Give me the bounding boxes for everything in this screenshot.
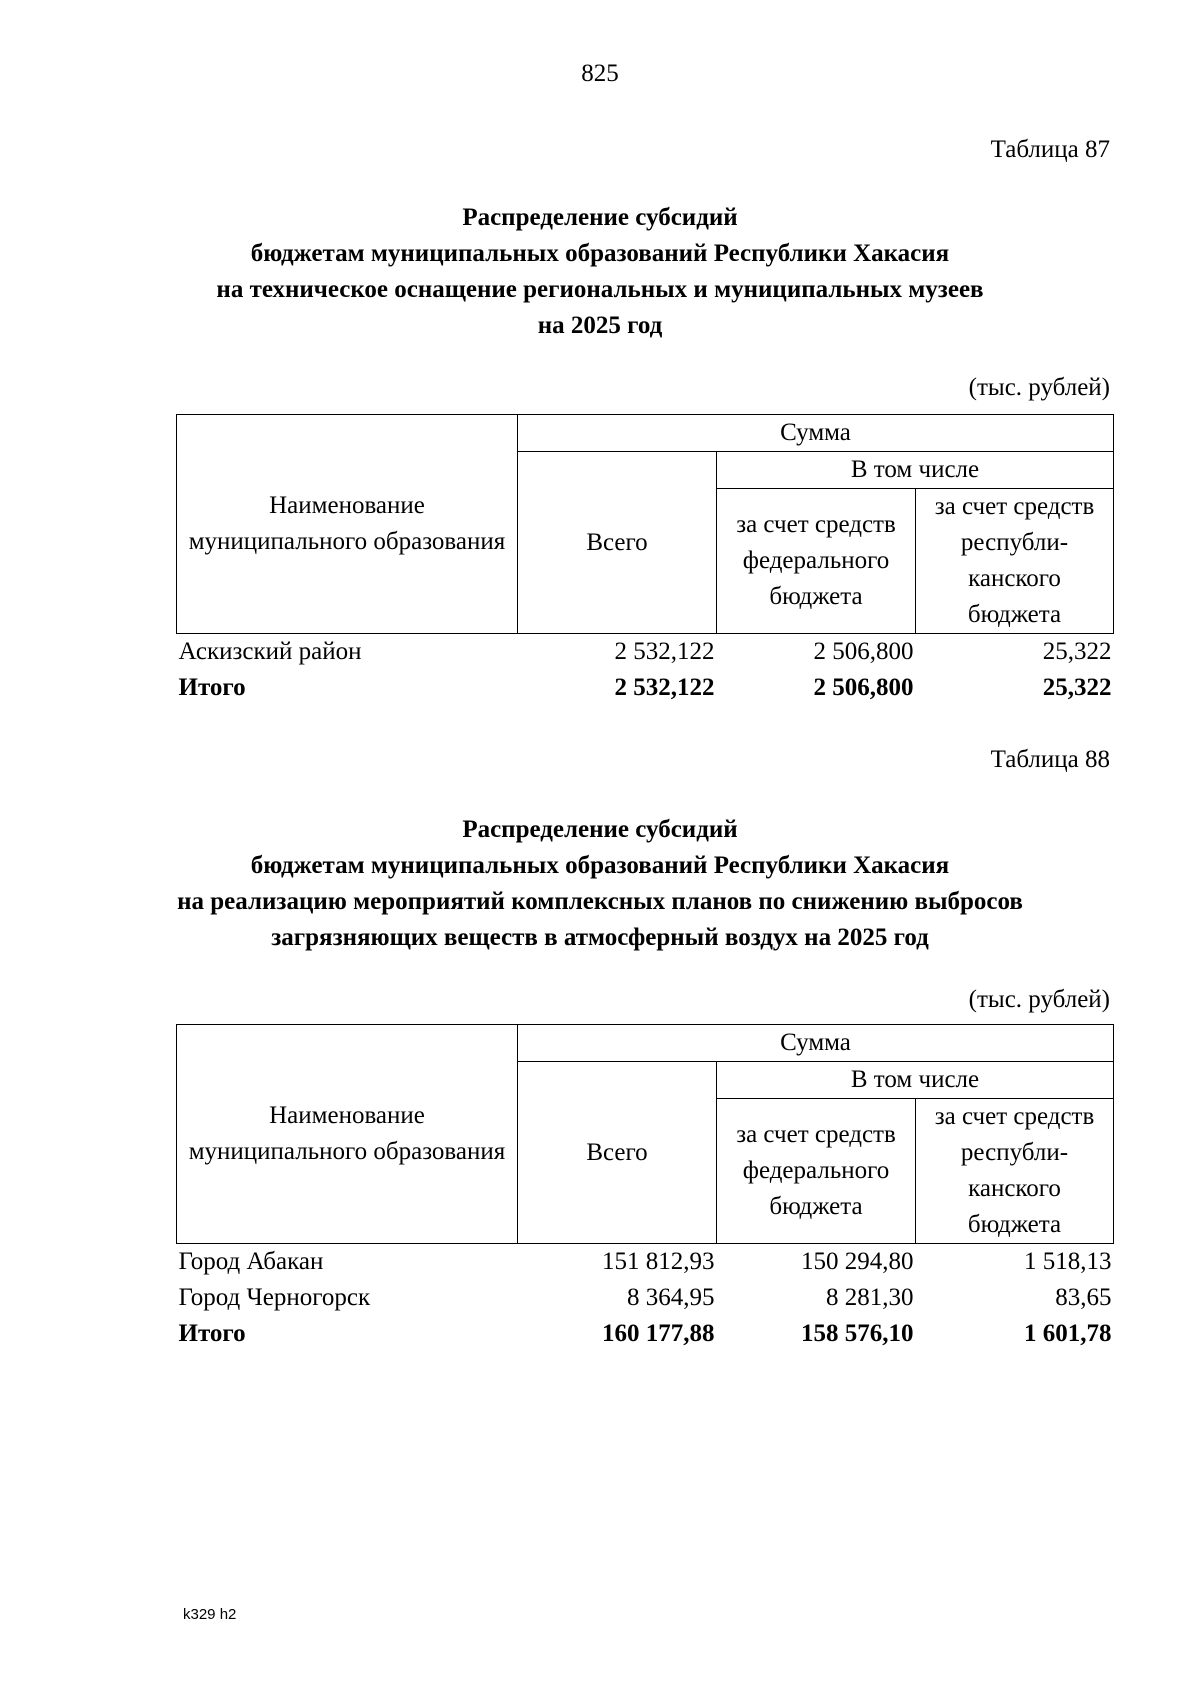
table-87 [176,414,1114,706]
table-87-title-line: на техническое оснащение региональных и муниципальных музеев [216,276,984,303]
table-88-title [100,812,1100,956]
table-88-label: Таблица 88 [990,746,1110,773]
cell-republic: 1 601,78 [1024,1320,1112,1347]
header-sum: Сумма [518,415,1114,452]
cell-name: Город Черногорск [178,1284,371,1311]
cell-republic: 25,322 [1042,638,1112,665]
cell-total: 2 532,122 [614,638,715,665]
table-88-title-line: бюджетам муниципальных образований Республики Хакасия [250,852,950,879]
header-municipality: Наименование муниципального образования [177,415,518,634]
cell-name: Итого [178,1320,246,1347]
cell-republic: 25,322 [1042,674,1112,701]
table-87-title [100,200,1100,344]
header-total: Всего [518,1062,717,1244]
table-88 [176,1024,1114,1352]
header-including: В том числе [717,1062,1114,1099]
total-row [177,670,1114,706]
cell-total: 2 532,122 [614,674,715,701]
cell-federal: 2 506,800 [813,638,914,665]
header-including: В том числе [717,452,1114,489]
cell-republic: 1 518,13 [1024,1248,1112,1275]
header-federal: за счет средств федерального бюджета [717,489,916,634]
cell-name: Итого [178,674,246,701]
table-88-title-line: Распределение субсидий [462,816,738,843]
cell-total: 8 364,95 [627,1284,715,1311]
cell-federal: 2 506,800 [813,674,914,701]
header-federal: за счет средств федерального бюджета [717,1099,916,1244]
header-total: Всего [518,452,717,634]
header-sum: Сумма [518,1025,1114,1062]
cell-name: Город Абакан [178,1248,324,1275]
table-87-title-line: Распределение субсидий [462,204,738,231]
cell-republic: 83,65 [1055,1284,1112,1311]
cell-federal: 158 576,10 [801,1320,914,1347]
cell-name: Аскизский район [178,638,362,665]
table-88-title-line: загрязняющих веществ в атмосферный воздух на 2025 год [271,924,929,951]
table-87-title-line: на 2025 год [537,312,663,339]
table-87-units: (тыс. рублей) [968,374,1110,401]
table-row [177,634,1114,671]
table-row [177,1244,1114,1281]
table-row [177,1280,1114,1316]
table-88-title-line: на реализацию мероприятий комплексных планов по снижению выбросов [177,888,1023,915]
cell-total: 160 177,88 [602,1320,715,1347]
footer-code: k329 h2 [183,1606,237,1623]
header-republic: за счет средств республи-канского бюджета [916,489,1114,634]
page-number: 825 [581,60,619,87]
cell-federal: 8 281,30 [826,1284,914,1311]
cell-total: 151 812,93 [602,1248,715,1275]
header-republic: за счет средств республи-канского бюджета [916,1099,1114,1244]
cell-federal: 150 294,80 [801,1248,914,1275]
total-row [177,1316,1114,1352]
header-municipality: Наименование муниципального образования [177,1025,518,1244]
table-88-units: (тыс. рублей) [968,986,1110,1013]
table-87-title-line: бюджетам муниципальных образований Республики Хакасия [250,240,950,267]
table-87-label: Таблица 87 [990,136,1110,163]
